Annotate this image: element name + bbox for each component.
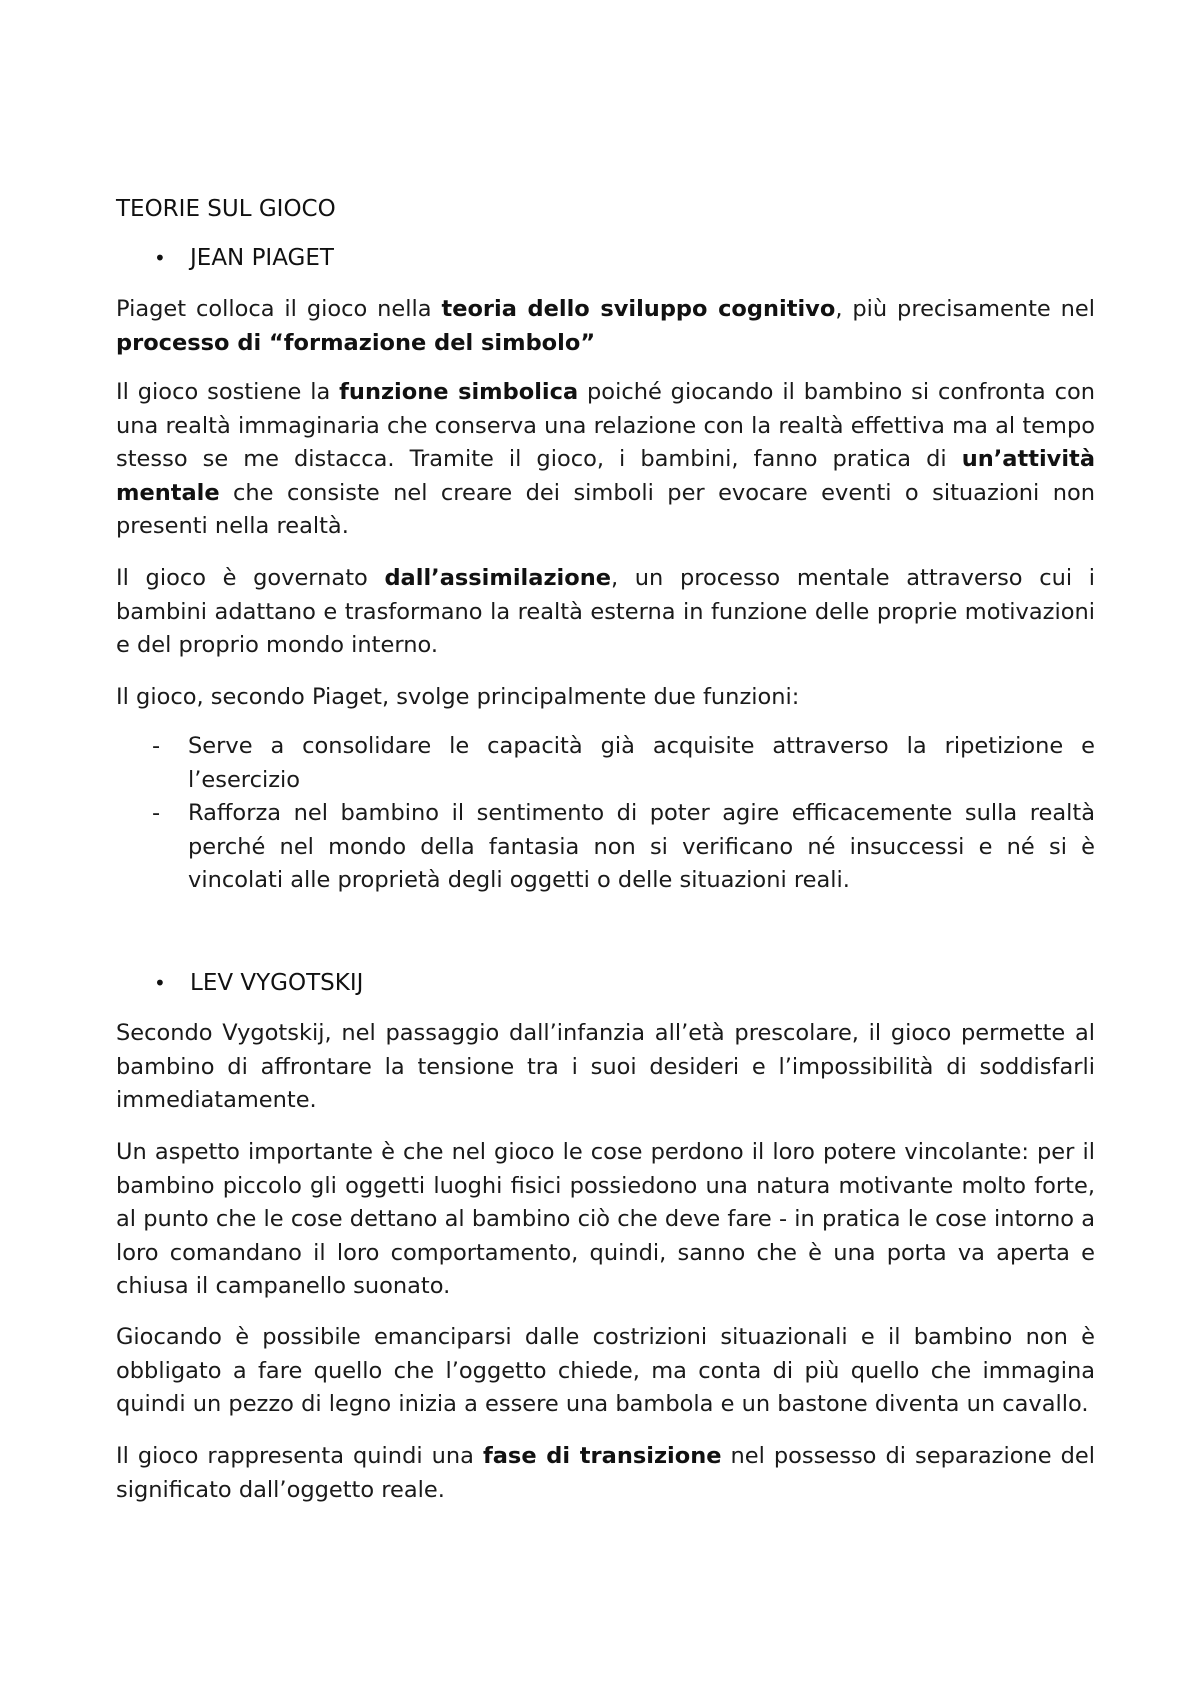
paragraph: Il gioco è governato dall’assimilazione, un processo mentale attraverso cui i bambini adattano e trasformano la realtà esterna in funzione delle proprie motivazioni e del proprio mondo interno. [116, 565, 1095, 658]
bold-term: processo di “formazione del simbolo” [116, 329, 596, 356]
bold-term: fase di transizione [482, 1443, 722, 1469]
bold-term: un’attività mentale [116, 446, 1095, 506]
list-item: - Serve a consolidare le capacità già acquisite attraverso la ripetizione e l’esercizio [152, 730, 1095, 797]
paragraph: Piaget colloca il gioco nella teoria dello sviluppo cognitivo, più precisamente nel processo di “formazione del simbolo” [116, 296, 1096, 356]
dash-icon: - [152, 733, 161, 759]
bullet-icon: • [154, 246, 166, 270]
section-heading-text: LEV VYGOTSKIJ [190, 970, 364, 996]
paragraph: Il gioco sostiene la funzione simbolica poiché giocando il bambino si confronta con una realtà immaginaria che conserva una relazione con la realtà effettiva ma al tempo stesso se me distacca. Tramite il gioco, i bambini, fanno pratica di un’attività mentale che consiste nel creare dei simboli per evocare eventi o situazioni non presenti nella realtà. [116, 379, 1096, 539]
bold-term: teoria dello sviluppo cognitivo [441, 296, 836, 322]
paragraph: Giocando è possibile emanciparsi dalle costrizioni situazionali e il bambino non è obbligato a fare quello che l’oggetto chiede, ma conta di più quello che immagina quindi un pezzo di legno inizia a essere una bambola e un bastone diventa un cavallo. [116, 1324, 1095, 1417]
paragraph: Il gioco, secondo Piaget, svolge principalmente due funzioni: [116, 684, 800, 710]
paragraph: Secondo Vygotskij, nel passaggio dall’infanzia all’età prescolare, il gioco permette al bambino di affrontare la tensione tra i suoi desideri e l’impossibilità di soddisfarli immediatamente. [116, 1020, 1095, 1113]
functions-list [152, 730, 1095, 898]
bold-term: funzione simbolica [339, 379, 579, 405]
section-heading-text: JEAN PIAGET [190, 245, 334, 271]
bold-term: dall’assimilazione [384, 565, 611, 591]
paragraph: Il gioco rappresenta quindi una fase di transizione nel possesso di separazione del significato dall’oggetto reale. [116, 1443, 1095, 1503]
paragraph: Un aspetto importante è che nel gioco le cose perdono il loro potere vincolante: per il bambino piccolo gli oggetti luoghi fisici possiedono una natura motivante molto forte, al punto che le cose dettano al bambino ciò che deve fare - in pratica le cose intorno a loro comandano il loro comportamento, quindi, sanno che è una porta va aperta e chiusa il campanello suonato. [116, 1139, 1095, 1299]
dash-icon: - [152, 800, 161, 826]
list-item: - Rafforza nel bambino il sentimento di poter agire efficacemente sulla realtà perché nel mondo della fantasia non si verificano né insuccessi e né si è vincolati alle proprietà degli oggetti o delle situazioni reali. [152, 797, 1095, 898]
bullet-icon: • [154, 971, 166, 995]
document-title: TEORIE SUL GIOCO [116, 196, 336, 222]
